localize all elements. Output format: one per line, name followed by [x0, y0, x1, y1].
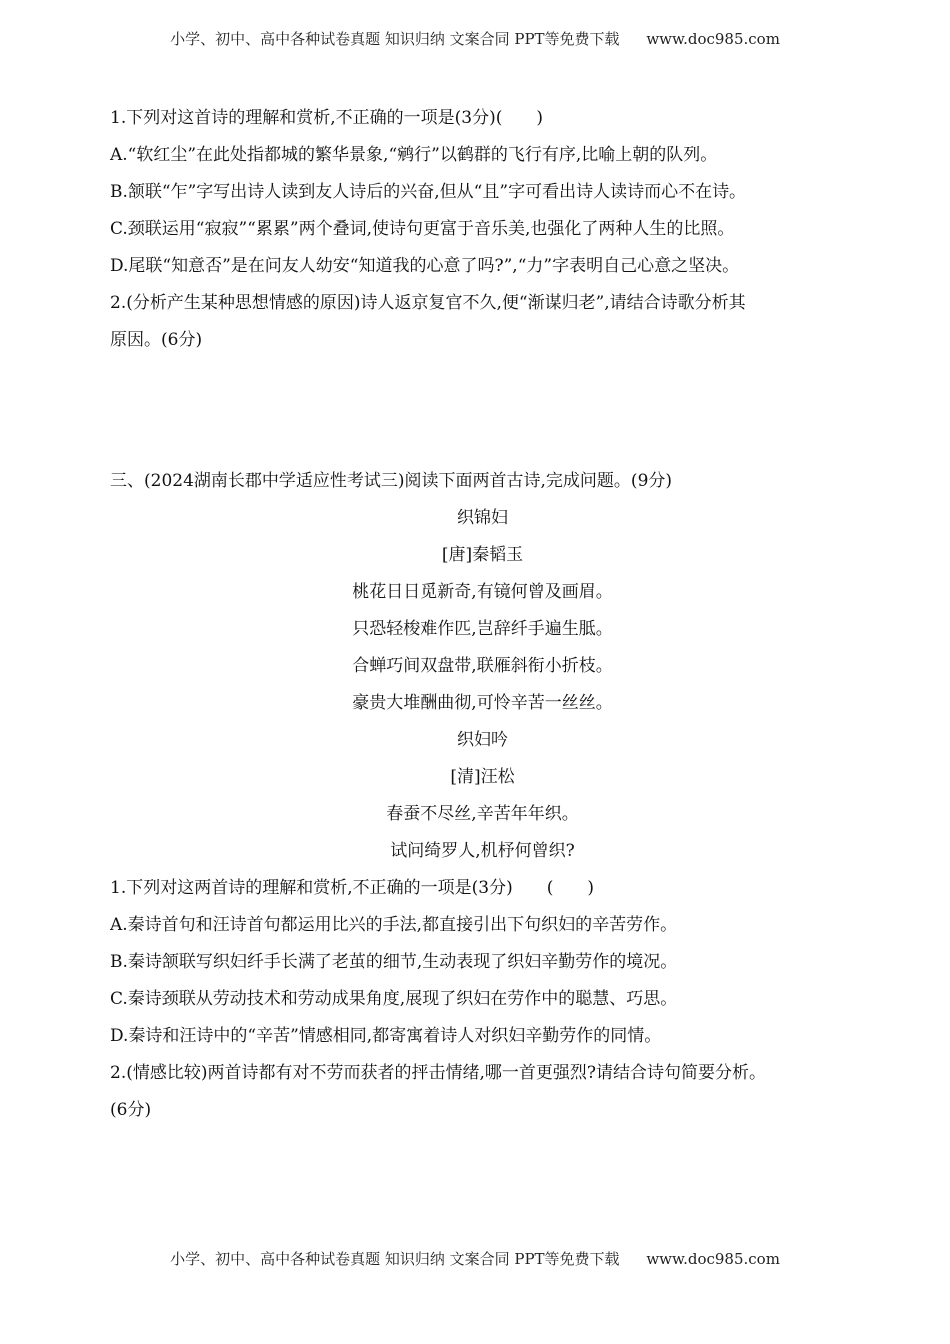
section-3-heading: 三、(2024湖南长郡中学适应性考试三)阅读下面两首古诗,完成问题。(9分) [110, 471, 673, 491]
s3-option-c: C.秦诗颈联从劳动技术和劳动成果角度,展现了织妇在劳作中的聪慧、巧思。 [110, 989, 678, 1009]
poem1-line: 合蝉巧间双盘带,联雁斜衔小折枝。 [352, 656, 613, 676]
poem2-line: 春蚕不尽丝,辛苦年年织。 [386, 804, 579, 824]
prev-option-d: D.尾联“知意否”是在问友人幼安“知道我的心意了吗?”,“力”字表明自己心意之坚决。 [110, 256, 740, 276]
s3-question-1: 1.下列对这两首诗的理解和赏析,不正确的一项是(3分) ( ) [110, 878, 594, 898]
poem2-line: 试问绮罗人,机杼何曾织? [390, 841, 575, 861]
poem1-line: 桃花日日觅新奇,有镜何曾及画眉。 [352, 582, 613, 602]
footer-url[interactable]: www.doc985.com [646, 1250, 780, 1268]
s3-option-a: A.秦诗首句和汪诗首句都运用比兴的手法,都直接引出下句织妇的辛苦劳作。 [110, 915, 678, 935]
prev-question-2-cont: 原因。(6分) [110, 330, 203, 350]
prev-option-a: A.“软红尘”在此处指都城的繁华景象,“鹓行”以鹤群的飞行有序,比喻上朝的队列。 [110, 145, 718, 165]
poem2-author: [清]汪松 [450, 767, 515, 787]
prev-question-1: 1.下列对这首诗的理解和赏析,不正确的一项是(3分)( ) [110, 108, 543, 128]
prev-question-2: 2.(分析产生某种思想情感的原因)诗人返京复官不久,便“渐谋归老”,请结合诗歌分析其 [110, 293, 746, 313]
poem1-line: 只恐轻梭难作匹,岂辞纤手遍生胝。 [352, 619, 613, 639]
poem1-title: 织锦妇 [457, 508, 508, 528]
answer-space [110, 359, 855, 463]
s3-question-2-cont: (6分) [110, 1100, 152, 1120]
page-content [110, 100, 855, 1129]
poem1-author: [唐]秦韬玉 [441, 545, 524, 565]
header-text: 小学、初中、高中各种试卷真题 知识归纳 文案合同 PPT等免费下载 [170, 30, 620, 48]
poem2-title: 织妇吟 [457, 730, 508, 750]
page-header [0, 28, 950, 49]
footer-text: 小学、初中、高中各种试卷真题 知识归纳 文案合同 PPT等免费下载 [170, 1250, 620, 1268]
header-url[interactable]: www.doc985.com [646, 30, 780, 48]
s3-question-2: 2.(情感比较)两首诗都有对不劳而获者的抨击情绪,哪一首更强烈?请结合诗句简要分析。 [110, 1063, 767, 1083]
s3-option-d: D.秦诗和汪诗中的“辛苦”情感相同,都寄寓着诗人对织妇辛勤劳作的同情。 [110, 1026, 662, 1046]
poem1-line: 豪贵大堆酬曲彻,可怜辛苦一丝丝。 [352, 693, 613, 713]
page-footer [0, 1248, 950, 1269]
prev-option-b: B.颔联“乍”字写出诗人读到友人诗后的兴奋,但从“且”字可看出诗人读诗而心不在诗。 [110, 182, 747, 202]
prev-option-c: C.颈联运用“寂寂”“累累”两个叠词,使诗句更富于音乐美,也强化了两种人生的比照。 [110, 219, 735, 239]
s3-option-b: B.秦诗颔联写织妇纤手长满了老茧的细节,生动表现了织妇辛勤劳作的境况。 [110, 952, 678, 972]
